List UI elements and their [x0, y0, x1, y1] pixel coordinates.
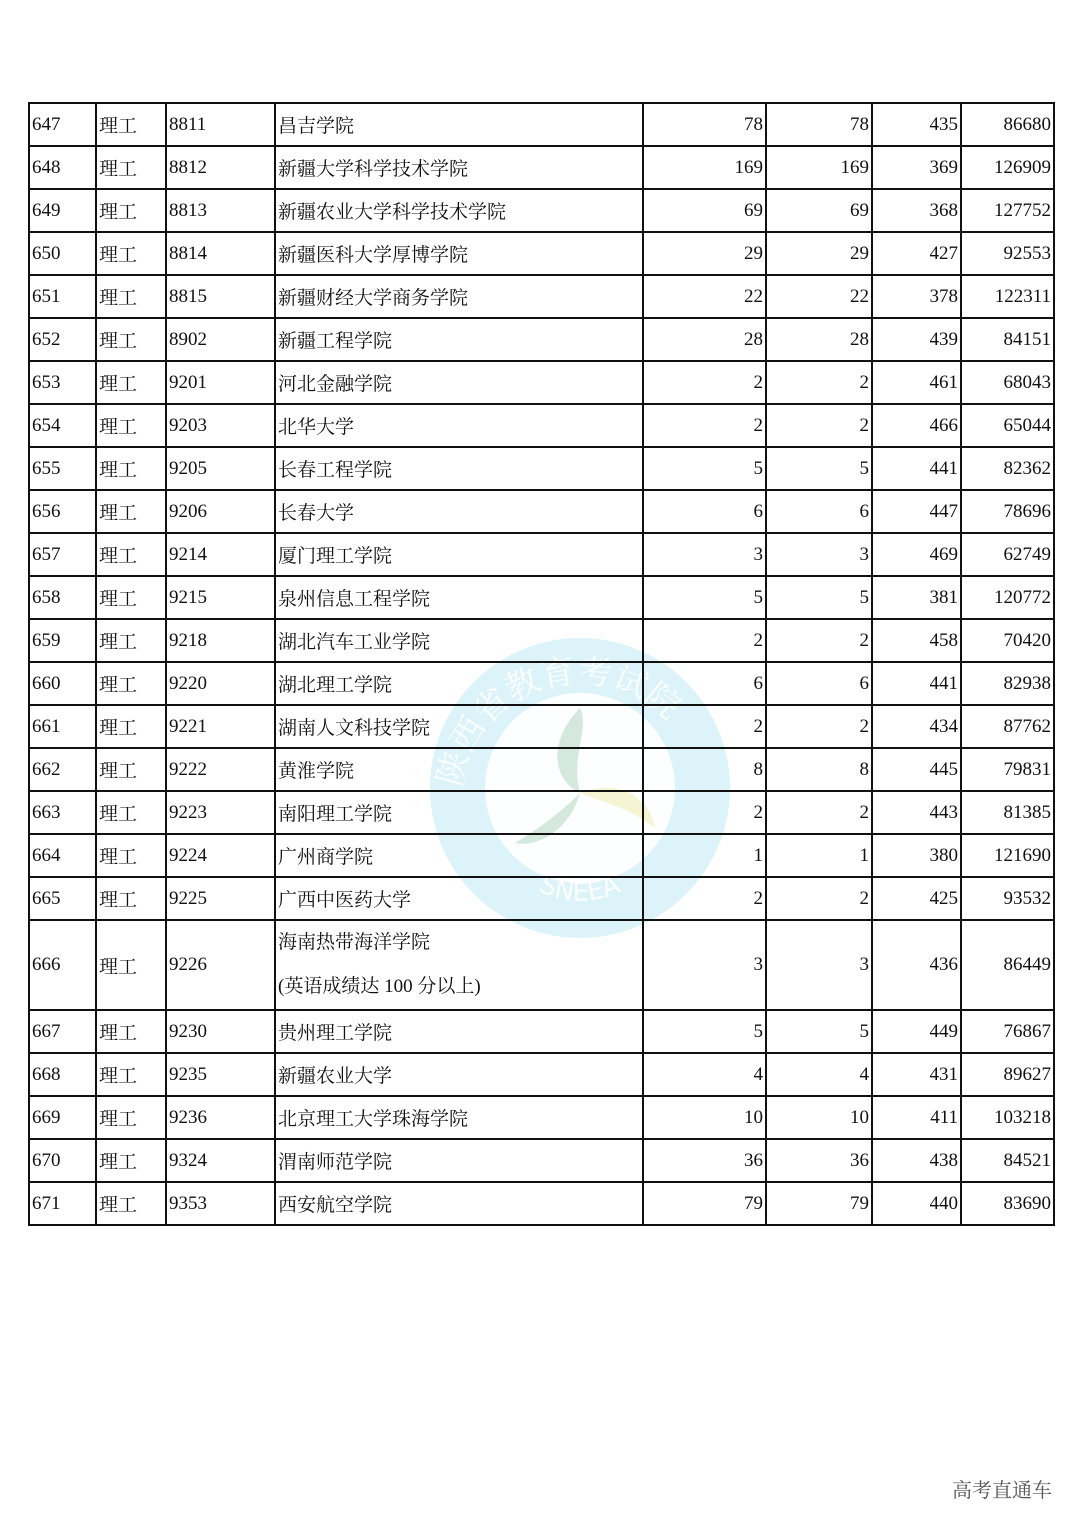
- seq-cell: 671: [29, 1182, 96, 1225]
- plan-count-cell: 5: [643, 1010, 766, 1053]
- admitted-count-cell: 2: [766, 619, 872, 662]
- min-rank-cell: 65044: [961, 404, 1054, 447]
- min-score-cell: 431: [872, 1053, 961, 1096]
- category-cell: 理工: [96, 361, 166, 404]
- seq-cell: 654: [29, 404, 96, 447]
- admitted-count-cell: 2: [766, 877, 872, 920]
- min-score-cell: 441: [872, 662, 961, 705]
- school-cell: [275, 1010, 643, 1053]
- school-cell: [275, 361, 643, 404]
- admitted-count-cell: 5: [766, 576, 872, 619]
- category-cell: 理工: [96, 1053, 166, 1096]
- school-cell: [275, 748, 643, 791]
- seq-cell: 657: [29, 533, 96, 576]
- min-rank-cell: 84151: [961, 318, 1054, 361]
- school-cell: [275, 146, 643, 189]
- code-cell: 9230: [166, 1010, 275, 1053]
- school-name: 长春工程学院: [278, 460, 393, 481]
- code-cell: 9206: [166, 490, 275, 533]
- school-cell: [275, 791, 643, 834]
- school-name: 新疆工程学院: [278, 331, 393, 352]
- min-rank-cell: 83690: [961, 1182, 1054, 1225]
- min-score-cell: 380: [872, 834, 961, 877]
- code-cell: 9201: [166, 361, 275, 404]
- min-score-cell: 378: [872, 275, 961, 318]
- min-rank-cell: 126909: [961, 146, 1054, 189]
- table-row: [29, 1053, 1054, 1096]
- min-rank-cell: 70420: [961, 619, 1054, 662]
- code-cell: 9324: [166, 1139, 275, 1182]
- plan-count-cell: 29: [643, 232, 766, 275]
- seq-cell: 649: [29, 189, 96, 232]
- table-row: [29, 834, 1054, 877]
- min-score-cell: 411: [872, 1096, 961, 1139]
- min-score-cell: 368: [872, 189, 961, 232]
- category-cell: 理工: [96, 791, 166, 834]
- school-cell: [275, 877, 643, 920]
- code-cell: 9221: [166, 705, 275, 748]
- category-cell: 理工: [96, 490, 166, 533]
- plan-count-cell: 69: [643, 189, 766, 232]
- table-row: [29, 103, 1054, 146]
- admitted-count-cell: 6: [766, 490, 872, 533]
- school-name: 湖北汽车工业学院: [278, 632, 431, 653]
- code-cell: 8811: [166, 103, 275, 146]
- admitted-count-cell: 2: [766, 791, 872, 834]
- min-rank-cell: 81385: [961, 791, 1054, 834]
- code-cell: 8813: [166, 189, 275, 232]
- school-cell: [275, 1096, 643, 1139]
- school-cell: [275, 447, 643, 490]
- code-cell: 9222: [166, 748, 275, 791]
- min-rank-cell: 92553: [961, 232, 1054, 275]
- min-rank-cell: 79831: [961, 748, 1054, 791]
- table-row: [29, 361, 1054, 404]
- category-cell: 理工: [96, 318, 166, 361]
- school-name: 新疆大学科学技术学院: [278, 159, 469, 180]
- table-row: [29, 232, 1054, 275]
- category-cell: 理工: [96, 1182, 166, 1225]
- category-cell: 理工: [96, 447, 166, 490]
- school-cell: [275, 662, 643, 705]
- seq-cell: 648: [29, 146, 96, 189]
- min-score-cell: 469: [872, 533, 961, 576]
- seq-cell: 655: [29, 447, 96, 490]
- seq-cell: 662: [29, 748, 96, 791]
- school-name: 北京理工大学珠海学院: [278, 1109, 469, 1130]
- admitted-count-cell: 169: [766, 146, 872, 189]
- plan-count-cell: 4: [643, 1053, 766, 1096]
- min-score-cell: 461: [872, 361, 961, 404]
- school-name: 泉州信息工程学院: [278, 589, 431, 610]
- school-name: 新疆农业大学: [278, 1066, 393, 1087]
- seq-cell: 667: [29, 1010, 96, 1053]
- school-note: (英语成绩达 100 分以上): [278, 976, 481, 997]
- table-row: [29, 1010, 1054, 1053]
- min-rank-cell: 68043: [961, 361, 1054, 404]
- school-name: 厦门理工学院: [278, 546, 393, 567]
- school-cell: [275, 275, 643, 318]
- code-cell: 9235: [166, 1053, 275, 1096]
- plan-count-cell: 10: [643, 1096, 766, 1139]
- admitted-count-cell: 2: [766, 404, 872, 447]
- category-cell: 理工: [96, 232, 166, 275]
- min-rank-cell: 89627: [961, 1053, 1054, 1096]
- school-name: 西安航空学院: [278, 1195, 393, 1216]
- school-name: 河北金融学院: [278, 374, 393, 395]
- admitted-count-cell: 78: [766, 103, 872, 146]
- plan-count-cell: 2: [643, 877, 766, 920]
- category-cell: 理工: [96, 1096, 166, 1139]
- min-rank-cell: 121690: [961, 834, 1054, 877]
- min-rank-cell: 86680: [961, 103, 1054, 146]
- min-score-cell: 458: [872, 619, 961, 662]
- min-rank-cell: 84521: [961, 1139, 1054, 1182]
- min-rank-cell: 78696: [961, 490, 1054, 533]
- school-name: 湖南人文科技学院: [278, 718, 431, 739]
- school-name: 长春大学: [278, 503, 355, 524]
- min-rank-cell: 76867: [961, 1010, 1054, 1053]
- category-cell: 理工: [96, 1010, 166, 1053]
- plan-count-cell: 2: [643, 361, 766, 404]
- school-cell: [275, 232, 643, 275]
- min-score-cell: 436: [872, 920, 961, 1010]
- school-cell: [275, 490, 643, 533]
- school-name: 新疆农业大学科学技术学院: [278, 202, 507, 223]
- seq-cell: 659: [29, 619, 96, 662]
- table-row: [29, 1139, 1054, 1182]
- code-cell: 9353: [166, 1182, 275, 1225]
- school-cell: [275, 318, 643, 361]
- min-score-cell: 447: [872, 490, 961, 533]
- table-row: [29, 920, 1054, 1010]
- category-cell: 理工: [96, 533, 166, 576]
- table-row: [29, 404, 1054, 447]
- admitted-count-cell: 29: [766, 232, 872, 275]
- admitted-count-cell: 8: [766, 748, 872, 791]
- code-cell: 9223: [166, 791, 275, 834]
- seq-cell: 670: [29, 1139, 96, 1182]
- plan-count-cell: 36: [643, 1139, 766, 1182]
- code-cell: 9203: [166, 404, 275, 447]
- category-cell: 理工: [96, 576, 166, 619]
- min-rank-cell: 103218: [961, 1096, 1054, 1139]
- plan-count-cell: 5: [643, 576, 766, 619]
- school-name: 海南热带海洋学院: [278, 932, 431, 953]
- seq-cell: 661: [29, 705, 96, 748]
- school-name: 新疆医科大学厚博学院: [278, 245, 469, 266]
- admitted-count-cell: 2: [766, 705, 872, 748]
- plan-count-cell: 3: [643, 920, 766, 1010]
- school-name: 北华大学: [278, 417, 355, 438]
- school-name: 贵州理工学院: [278, 1023, 393, 1044]
- seq-cell: 652: [29, 318, 96, 361]
- admitted-count-cell: 22: [766, 275, 872, 318]
- category-cell: 理工: [96, 877, 166, 920]
- min-score-cell: 439: [872, 318, 961, 361]
- seq-cell: 653: [29, 361, 96, 404]
- table-row: [29, 533, 1054, 576]
- code-cell: 9214: [166, 533, 275, 576]
- table-row: [29, 791, 1054, 834]
- admitted-count-cell: 6: [766, 662, 872, 705]
- category-cell: 理工: [96, 748, 166, 791]
- school-cell: [275, 103, 643, 146]
- code-cell: 9224: [166, 834, 275, 877]
- admitted-count-cell: 10: [766, 1096, 872, 1139]
- school-cell: [275, 533, 643, 576]
- code-cell: 9236: [166, 1096, 275, 1139]
- seq-cell: 658: [29, 576, 96, 619]
- seq-cell: 665: [29, 877, 96, 920]
- min-score-cell: 381: [872, 576, 961, 619]
- admitted-count-cell: 1: [766, 834, 872, 877]
- min-rank-cell: 127752: [961, 189, 1054, 232]
- code-cell: 9220: [166, 662, 275, 705]
- admission-table: [28, 102, 1055, 1226]
- seq-cell: 660: [29, 662, 96, 705]
- school-name: 新疆财经大学商务学院: [278, 288, 469, 309]
- table-row: [29, 748, 1054, 791]
- school-name: 湖北理工学院: [278, 675, 393, 696]
- seq-cell: 664: [29, 834, 96, 877]
- school-name: 广西中医药大学: [278, 890, 412, 911]
- seq-cell: 663: [29, 791, 96, 834]
- min-score-cell: 425: [872, 877, 961, 920]
- min-rank-cell: 82938: [961, 662, 1054, 705]
- svg-text:SNEEA: SNEEA: [535, 869, 625, 908]
- table-row: [29, 705, 1054, 748]
- admitted-count-cell: 69: [766, 189, 872, 232]
- min-score-cell: 438: [872, 1139, 961, 1182]
- table-row: [29, 318, 1054, 361]
- seq-cell: 656: [29, 490, 96, 533]
- school-name: 昌吉学院: [278, 116, 355, 137]
- table-row: [29, 1182, 1054, 1225]
- code-cell: 9215: [166, 576, 275, 619]
- school-cell: [275, 576, 643, 619]
- min-rank-cell: 82362: [961, 447, 1054, 490]
- seq-cell: 668: [29, 1053, 96, 1096]
- min-score-cell: 435: [872, 103, 961, 146]
- min-rank-cell: 62749: [961, 533, 1054, 576]
- table-row: [29, 662, 1054, 705]
- svg-text:陕西省教育考试院: 陕西省教育考试院: [429, 651, 689, 791]
- admitted-count-cell: 36: [766, 1139, 872, 1182]
- admitted-count-cell: 79: [766, 1182, 872, 1225]
- plan-count-cell: 8: [643, 748, 766, 791]
- category-cell: 理工: [96, 275, 166, 318]
- code-cell: 8814: [166, 232, 275, 275]
- min-score-cell: 443: [872, 791, 961, 834]
- min-rank-cell: 86449: [961, 920, 1054, 1010]
- school-cell: [275, 1182, 643, 1225]
- code-cell: 9225: [166, 877, 275, 920]
- min-rank-cell: 120772: [961, 576, 1054, 619]
- category-cell: 理工: [96, 1139, 166, 1182]
- plan-count-cell: 1: [643, 834, 766, 877]
- plan-count-cell: 2: [643, 404, 766, 447]
- school-cell: [275, 1139, 643, 1182]
- category-cell: 理工: [96, 705, 166, 748]
- table-row: [29, 1096, 1054, 1139]
- seq-cell: 651: [29, 275, 96, 318]
- min-score-cell: 449: [872, 1010, 961, 1053]
- admitted-count-cell: 4: [766, 1053, 872, 1096]
- admitted-count-cell: 5: [766, 1010, 872, 1053]
- table-row: [29, 619, 1054, 662]
- min-score-cell: 427: [872, 232, 961, 275]
- plan-count-cell: 6: [643, 490, 766, 533]
- category-cell: 理工: [96, 146, 166, 189]
- code-cell: 9226: [166, 920, 275, 1010]
- school-cell: [275, 189, 643, 232]
- plan-count-cell: 6: [643, 662, 766, 705]
- plan-count-cell: 28: [643, 318, 766, 361]
- seq-cell: 666: [29, 920, 96, 1010]
- admitted-count-cell: 28: [766, 318, 872, 361]
- school-cell: [275, 920, 643, 1010]
- code-cell: 8812: [166, 146, 275, 189]
- min-score-cell: 441: [872, 447, 961, 490]
- seq-cell: 647: [29, 103, 96, 146]
- admitted-count-cell: 3: [766, 533, 872, 576]
- code-cell: 9205: [166, 447, 275, 490]
- category-cell: 理工: [96, 920, 166, 1010]
- min-score-cell: 466: [872, 404, 961, 447]
- table-row: [29, 447, 1054, 490]
- plan-count-cell: 169: [643, 146, 766, 189]
- code-cell: 9218: [166, 619, 275, 662]
- min-score-cell: 369: [872, 146, 961, 189]
- admitted-count-cell: 5: [766, 447, 872, 490]
- table-row: [29, 275, 1054, 318]
- plan-count-cell: 22: [643, 275, 766, 318]
- min-rank-cell: 87762: [961, 705, 1054, 748]
- code-cell: 8815: [166, 275, 275, 318]
- category-cell: 理工: [96, 619, 166, 662]
- plan-count-cell: 78: [643, 103, 766, 146]
- category-cell: 理工: [96, 834, 166, 877]
- plan-count-cell: 2: [643, 705, 766, 748]
- school-name: 渭南师范学院: [278, 1152, 393, 1173]
- seq-cell: 650: [29, 232, 96, 275]
- seq-cell: 669: [29, 1096, 96, 1139]
- table-row: [29, 146, 1054, 189]
- plan-count-cell: 3: [643, 533, 766, 576]
- min-rank-cell: 93532: [961, 877, 1054, 920]
- school-cell: [275, 834, 643, 877]
- min-score-cell: 440: [872, 1182, 961, 1225]
- category-cell: 理工: [96, 103, 166, 146]
- code-cell: 8902: [166, 318, 275, 361]
- category-cell: 理工: [96, 189, 166, 232]
- plan-count-cell: 2: [643, 791, 766, 834]
- source-label: 高考直通车: [952, 1478, 1052, 1502]
- min-score-cell: 434: [872, 705, 961, 748]
- table-row: [29, 576, 1054, 619]
- school-name: 黄淮学院: [278, 761, 355, 782]
- category-cell: 理工: [96, 662, 166, 705]
- school-name: 南阳理工学院: [278, 804, 393, 825]
- plan-count-cell: 2: [643, 619, 766, 662]
- category-cell: 理工: [96, 404, 166, 447]
- school-cell: [275, 705, 643, 748]
- table-row: [29, 877, 1054, 920]
- plan-count-cell: 79: [643, 1182, 766, 1225]
- table-row: [29, 490, 1054, 533]
- school-cell: [275, 619, 643, 662]
- admitted-count-cell: 3: [766, 920, 872, 1010]
- school-name: 广州商学院: [278, 847, 374, 868]
- plan-count-cell: 5: [643, 447, 766, 490]
- min-rank-cell: 122311: [961, 275, 1054, 318]
- admitted-count-cell: 2: [766, 361, 872, 404]
- school-cell: [275, 404, 643, 447]
- table-row: [29, 189, 1054, 232]
- school-cell: [275, 1053, 643, 1096]
- min-score-cell: 445: [872, 748, 961, 791]
